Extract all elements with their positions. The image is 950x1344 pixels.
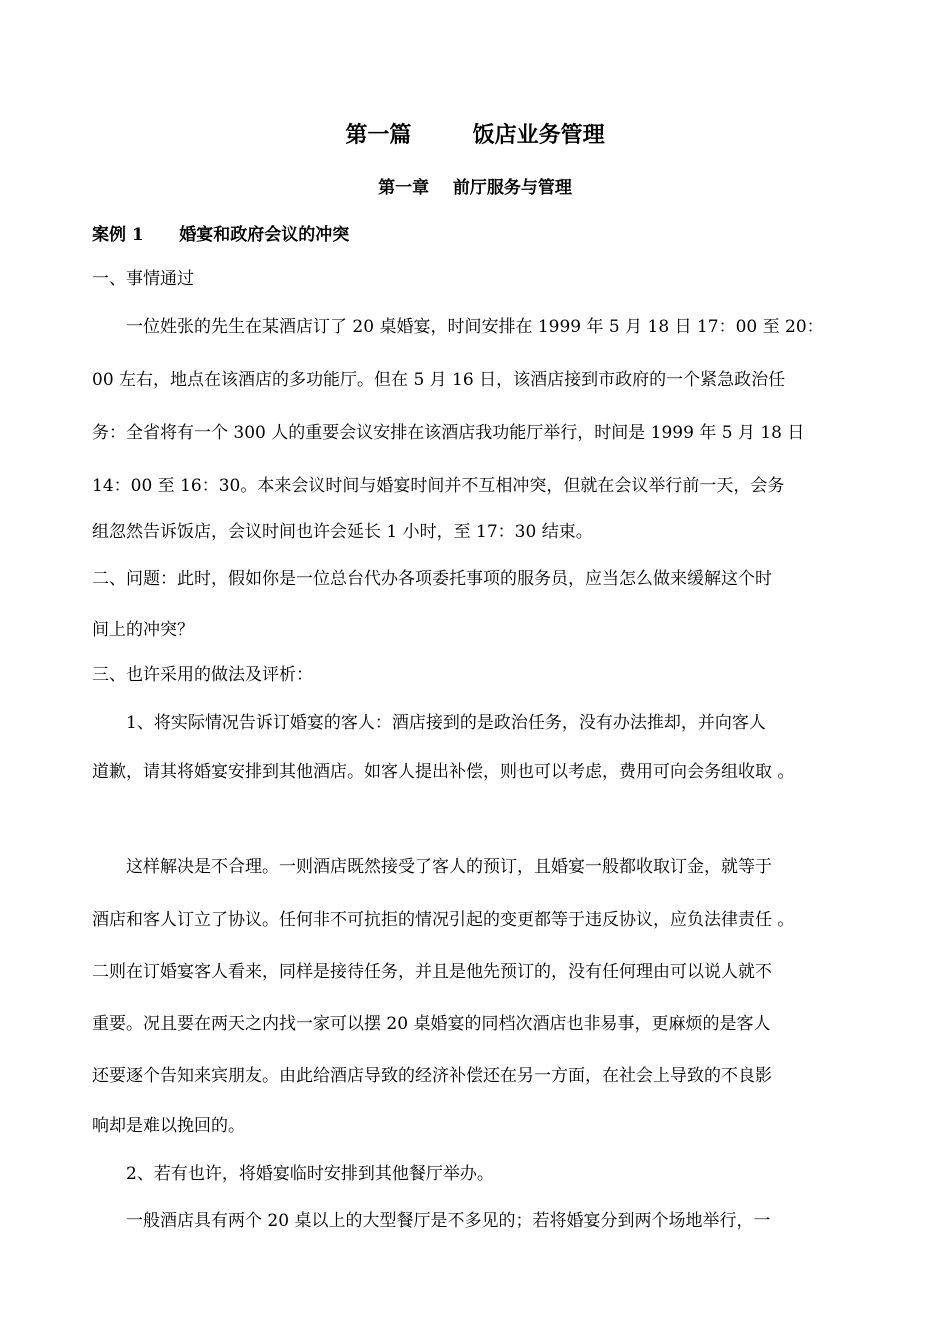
section-heading-approaches: 三、也许采用的做法及评析：: [92, 665, 313, 685]
chapter-title: 第一章 前厅服务与管理: [378, 178, 572, 198]
paragraph-line: 二则在订婚宴客人看来，同样是接待任务，并且是他先预订的，没有任何理由可以说人就不: [92, 962, 772, 982]
paragraph-line: 一位姓张的先生在某酒店订了 20 桌婚宴，时间安排在 1999 年 5 月 18 日 17：00 至 20：: [126, 317, 824, 337]
paragraph-line: 1、将实际情况告诉订婚宴的客人：酒店接到的是政治任务，没有办法推却，并向客人: [126, 713, 766, 733]
paragraph-line: 2、若有也许，将婚宴临时安排到其他餐厅举办。: [126, 1164, 494, 1184]
case-title: 案例 1 婚宴和政府会议的冲突: [92, 225, 350, 245]
paragraph-line: 务：全省将有一个 300 人的重要会议安排在该酒店我功能厅举行，时间是 1999 年 5 月 18 日: [92, 423, 805, 443]
paragraph-line: 还要逐个告知来宾朋友。由此给酒店导致的经济补偿还在另一方面，在社会上导致的不良影: [92, 1066, 772, 1086]
paragraph-line: 14：00 至 16：30。本来会议时间与婚宴时间并不互相冲突，但就在会议举行前一天，会务: [92, 476, 785, 496]
paragraph-line: 酒店和客人订立了协议。任何非不可抗拒的情况引起的变更都等于违反协议，应负法律责任 。: [92, 910, 795, 930]
paragraph-line: 一般酒店具有两个 20 桌以上的大型餐厅是不多见的；若将婚宴分到两个场地举行，一: [126, 1211, 771, 1231]
paragraph-line: 重要。况且要在两天之内找一家可以摆 20 桌婚宴的同档次酒店也非易事，更麻烦的是客人: [92, 1014, 771, 1034]
paragraph-line: 这样解决是不合理。一则酒店既然接受了客人的预订，且婚宴一般都收取订金，就等于: [126, 857, 772, 877]
paragraph-line: 间上的冲突？: [92, 620, 194, 640]
section-heading-events: 一、事情通过: [92, 269, 194, 289]
paragraph-line: 道歉，请其将婚宴安排到其他酒店。如客人提出补偿，则也可以考虑，费用可向会务组收取 。: [92, 762, 795, 782]
paragraph-line: 组忽然告诉饭店，会议时间也许会延长 1 小时，至 17：30 结束。: [92, 522, 593, 542]
paragraph-line: 00 左右，地点在该酒店的多功能厅。但在 5 月 16 日，该酒店接到市政府的一个紧急政治任: [92, 370, 786, 390]
part-title: 第一篇 饭店业务管理: [345, 122, 605, 148]
section-heading-question: 二、问题：此时，假如你是一位总台代办各项委托事项的服务员，应当怎么做来缓解这个时: [92, 569, 772, 589]
paragraph-line: 响却是难以挽回的。: [92, 1116, 245, 1136]
